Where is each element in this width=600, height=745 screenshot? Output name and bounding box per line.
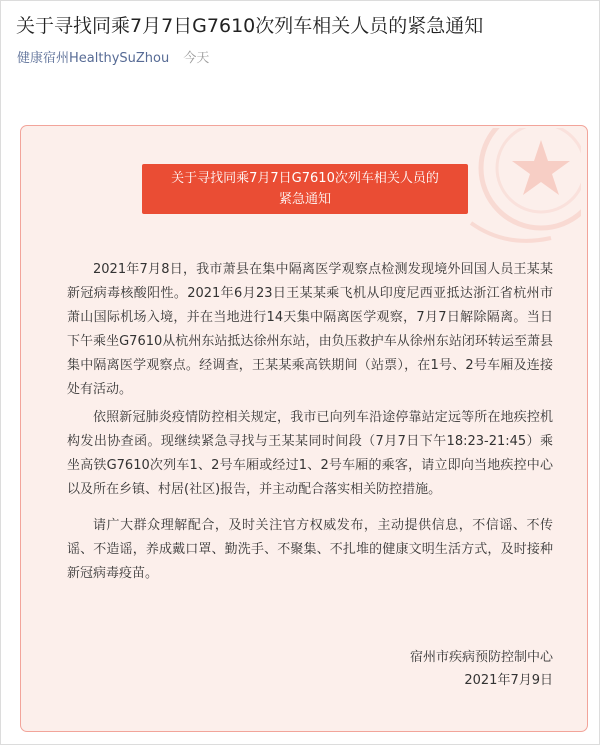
notice-paragraph-3: 请广大群众理解配合，及时关注官方权威发布，主动提供信息，不信谣、不传谣、不造谣，养成戴口罩、勤洗手、不聚集、不扎堆的健康文明生活方式，及时接种新冠病毒疫苗。: [67, 518, 553, 581]
account-name-link[interactable]: 健康宿州HealthySuZhou: [17, 51, 170, 66]
banner-line-1: 关于寻找同乘7月7日G7610次列车相关人员的: [171, 171, 439, 186]
notice-banner: [142, 164, 468, 214]
notice-card: [20, 125, 588, 732]
notice-paragraph-1: 2021年7月8日，我市萧县在集中隔离医学观察点检测发现境外回国人员王某某新冠病毒核酸阳性。2021年6月23日王某某乘飞机从印度尼西亚抵达浙江省杭州市萧山国际机场入境，并在当地进行14天集中隔离医学观察，7月7日解除隔离。当日下午乘坐G7610从杭州东站抵达徐州东站，由负压救护车从徐州东站闭环转运至萧县集中隔离医学观察点。经调查，王某某乘高铁期间（站票），在1号、2号车厢及连接处有活动。: [67, 262, 553, 397]
article-meta: [17, 50, 209, 68]
banner-line-2: 紧急通知: [278, 192, 331, 207]
signature-date: 2021年7月9日: [464, 673, 553, 688]
article-title: 关于寻找同乘7月7日G7610次列车相关人员的紧急通知: [16, 15, 484, 37]
signature-organization: 宿州市疾病预防控制中心: [409, 650, 553, 665]
publish-time: 今天: [183, 51, 210, 66]
notice-paragraph-2: 依照新冠肺炎疫情防控相关规定，我市已向列车沿途停靠站定远等所在地疾控机构发出协查函。现继续紧急寻找与王某某同时间段（7月7日下午18:23-21:45）乘坐高铁G7610次列车1、2号车厢或经过1、2号车厢的乘客，请立即向当地疾控中心以及所在乡镇、村居(社区)报告，并主动配合落实相关防控措施。: [67, 410, 553, 497]
